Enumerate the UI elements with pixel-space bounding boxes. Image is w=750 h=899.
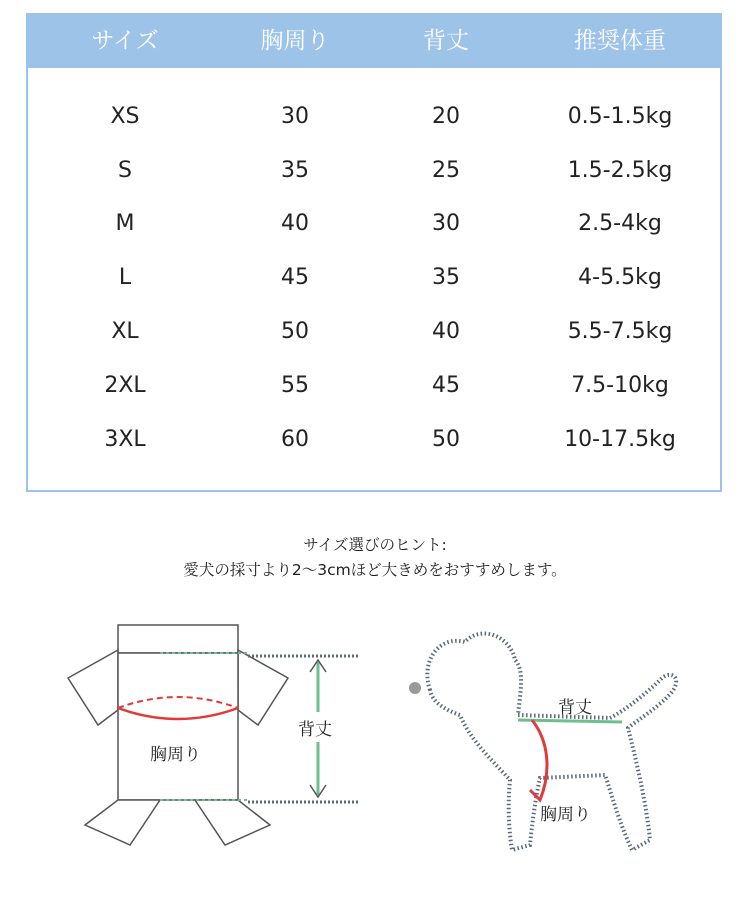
dog-chest-label: 胸周り [540,805,591,825]
table-row [28,312,720,352]
garment-back-length-label: 背丈 [298,720,332,740]
garment-outline-illustration [60,600,380,860]
header-recommended-weight: 推奨体重 [574,28,666,54]
cell-size: M [115,211,135,236]
cell-size: 2XL [104,373,146,398]
cell-weight: 5.5-7.5kg [567,319,673,344]
cell-chest: 45 [281,265,309,290]
cell-back-length: 35 [432,265,460,290]
cell-size: XL [111,319,139,344]
cell-chest: 35 [281,158,309,183]
size-table [26,13,722,492]
cell-size: S [118,158,132,183]
header-chest: 胸周り [260,28,330,54]
sizing-hint-text: 愛犬の採寸より2～3cmほど大きめをおすすめします。 [183,561,567,579]
dog-nose-icon [409,682,421,694]
table-row [28,258,720,298]
sizing-hint-title: サイズ選びのヒント: [303,536,447,554]
cell-weight: 0.5-1.5kg [567,104,673,129]
cell-back-length: 45 [432,373,460,398]
garment-diagram [60,600,380,860]
cell-weight: 10-17.5kg [564,427,676,452]
dog-back-length-label: 背丈 [558,698,592,718]
table-row [28,420,720,460]
cell-chest: 60 [281,427,309,452]
cell-chest: 30 [281,104,309,129]
cell-weight: 2.5-4kg [578,211,662,236]
cell-back-length: 40 [432,319,460,344]
header-size: サイズ [91,28,159,54]
cell-chest: 50 [281,319,309,344]
cell-back-length: 25 [432,158,460,183]
table-row [28,204,720,244]
garment-chest-label: 胸周り [150,745,201,765]
cell-weight: 4-5.5kg [578,265,662,290]
header-back-length: 背丈 [423,28,469,54]
cell-back-length: 30 [432,211,460,236]
cell-weight: 1.5-2.5kg [567,158,673,183]
dog-silhouette-illustration [400,600,700,880]
cell-size: L [118,265,132,290]
table-row [28,97,720,137]
table-row [28,151,720,191]
cell-size: 3XL [104,427,146,452]
cell-size: XS [110,104,140,129]
dog-diagram [400,600,700,880]
cell-chest: 55 [281,373,309,398]
cell-back-length: 20 [432,104,460,129]
cell-weight: 7.5-10kg [571,373,669,398]
table-header [28,15,720,68]
cell-chest: 40 [281,211,309,236]
table-row [28,366,720,406]
cell-back-length: 50 [432,427,460,452]
